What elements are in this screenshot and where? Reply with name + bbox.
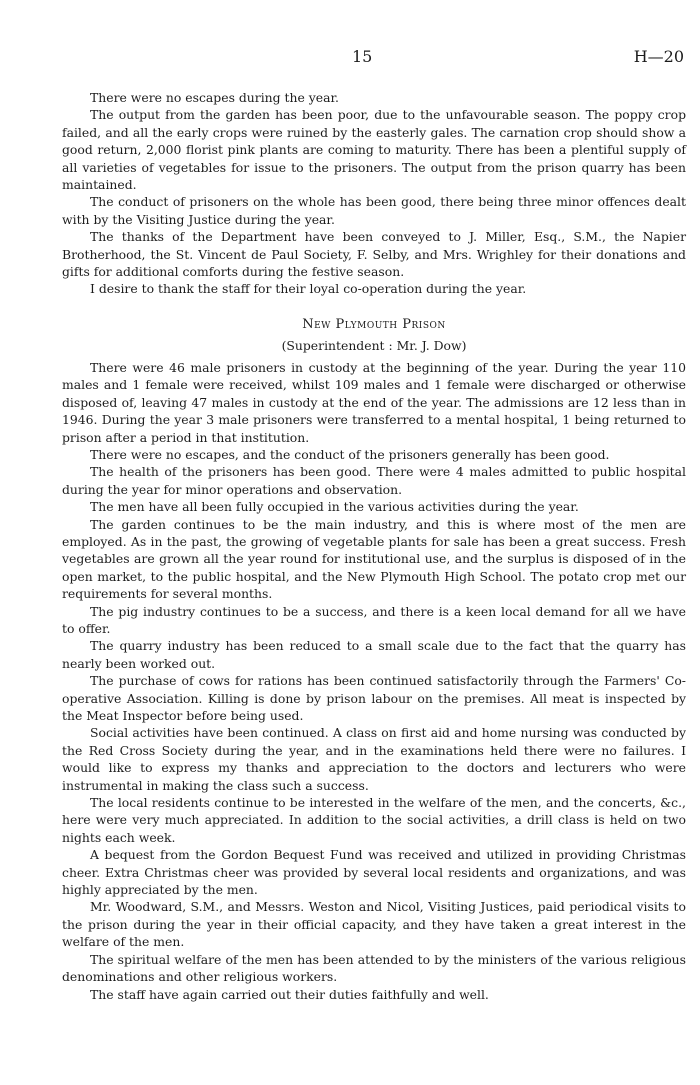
- paragraph: The garden continues to be the main industry, and this is where most of the men are employed. As in the past, the growing of vegetable plants for sale has been a great success. Fresh vegetables are grown all the year round for institutional use, and the surplus is disposed of in the open market, to the public hospital, and the New Plymouth High School. The potato crop met our requirements for several months.: [62, 516, 686, 602]
- paragraph: A bequest from the Gordon Bequest Fund was received and utilized in providing Christmas cheer. Extra Christmas cheer was provided by several local residents and organizations, and was highly appreciated by the men.: [62, 847, 686, 898]
- section-subheading: (Superintendent : Mr. J. Dow): [281, 337, 467, 353]
- body-text: [62, 89, 686, 1003]
- page-header: [0, 47, 700, 69]
- report-code: H—20: [633, 47, 684, 66]
- paragraph: The local residents continue to be interested in the welfare of the men, and the concerts, &c., here were very much appreciated. In addition to the social activities, a drill class is held on two nights each week.: [62, 795, 686, 845]
- section-heading: New Plymouth Prison: [302, 316, 446, 332]
- page-number: 15: [352, 47, 373, 66]
- paragraph: Mr. Woodward, S.M., and Messrs. Weston and Nicol, Visiting Justices, paid periodical visits to the prison during the year in their official capacity, and they have taken a great interest in the welfare of the men.: [62, 899, 686, 950]
- paragraph: The health of the prisoners has been good. There were 4 males admitted to public hospital during the year for minor operations and observation.: [62, 464, 686, 497]
- paragraph: The spiritual welfare of the men has been attended to by the ministers of the various religious denominations and other religious workers.: [62, 951, 686, 985]
- paragraph: The pig industry continues to be a success, and there is a keen local demand for all we have to offer.: [62, 603, 686, 636]
- paragraph: I desire to thank the staff for their loyal co-operation during the year.: [90, 281, 527, 297]
- paragraph: The thanks of the Department have been conveyed to J. Miller, Esq., S.M., the Napier Brotherhood, the St. Vincent de Paul Society, F. Selby, and Mrs. Wrighley for their donations and gifts for additional comforts during the festive season.: [62, 229, 686, 280]
- paragraph: The staff have again carried out their duties faithfully and well.: [90, 986, 489, 1002]
- paragraph: The output from the garden has been poor, due to the unfavourable season. The poppy crop failed, and all the early crops were ruined by the easterly gales. The carnation crop should show a good return, 2,000 florist pink plants are coming to maturity. There has been a plentiful supply of all varieties of vegetables for issue to the prisoners. The output from the prison quarry has been maintained.: [62, 107, 686, 193]
- paragraph: Social activities have been continued. A class on first aid and home nursing was conducted by the Red Cross Society during the year, and in the examinations held there were no failures. I would like to express my thanks and appreciation to the doctors and lecturers who were instrumental in making the class such a success.: [62, 725, 686, 793]
- paragraph: There were no escapes, and the conduct of the prisoners generally has been good.: [90, 446, 610, 462]
- paragraph: The men have all been fully occupied in the various activities during the year.: [90, 499, 579, 515]
- paragraph: There were 46 male prisoners in custody at the beginning of the year. During the year 110 males and 1 female were received, whilst 109 males and 1 female were discharged or otherwise disposed of, leaving 47 males in custody at the end of the year. The admissions are 12 less than in 1946. During the year 3 male prisoners were transferred to a mental hospital, 1 being returned to prison after a period in that institution.: [62, 359, 686, 445]
- paragraph: There were no escapes during the year.: [90, 90, 339, 105]
- paragraph: The purchase of cows for rations has been continued satisfactorily through the Farmers' Co-operative Association. Killing is done by prison labour on the premises. All meat is inspected by the Meat Inspector before being used.: [62, 673, 686, 723]
- paragraph: The quarry industry has been reduced to a small scale due to the fact that the quarry has nearly been worked out.: [62, 638, 686, 671]
- paragraph: The conduct of prisoners on the whole has been good, there being three minor offences dealt with by the Visiting Justice during the year.: [62, 194, 686, 227]
